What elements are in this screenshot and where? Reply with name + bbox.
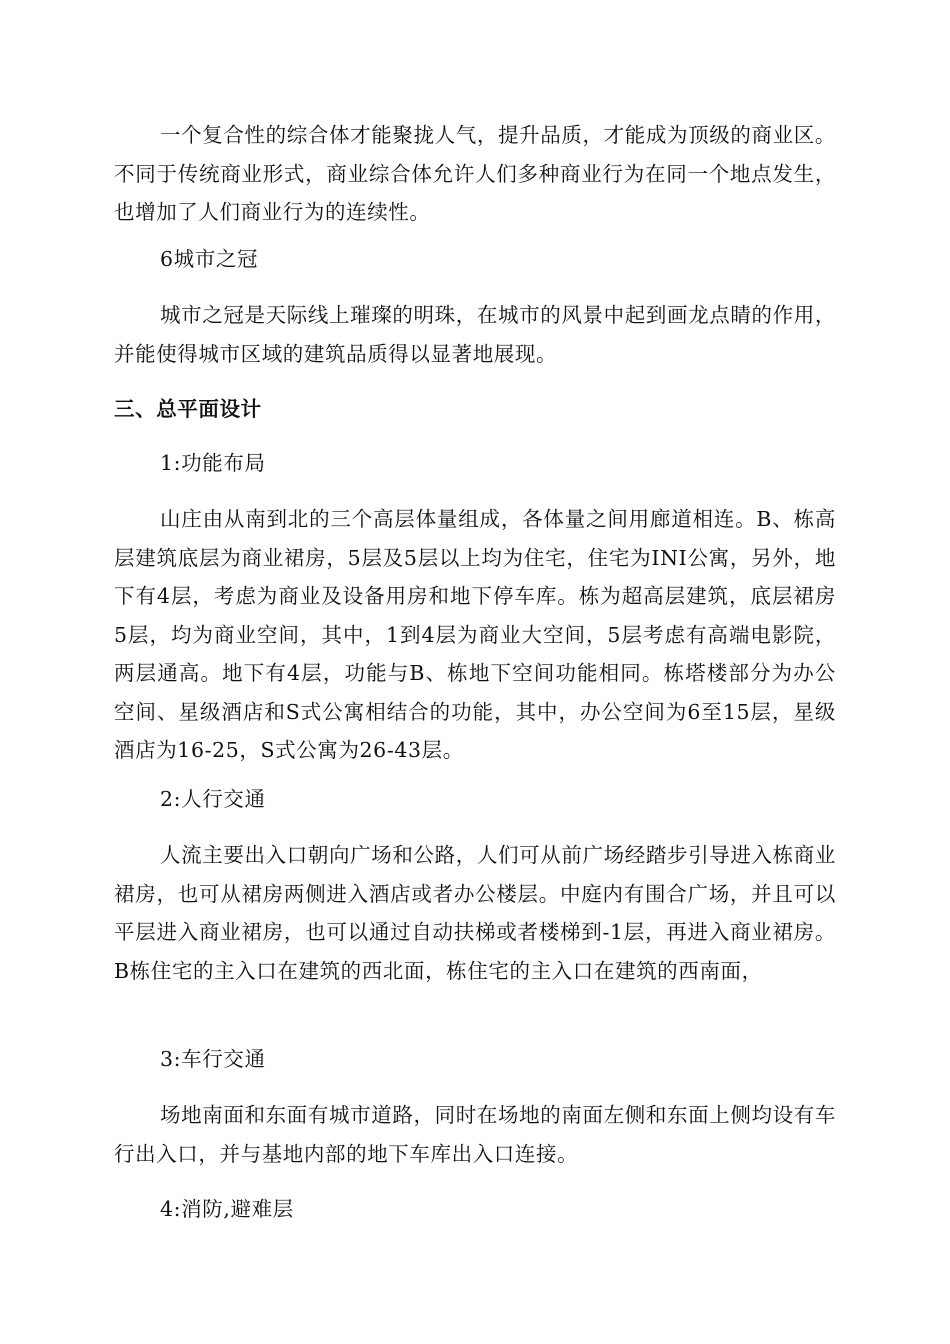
subheading-pedestrian-traffic: 2:人行交通 [160,787,266,811]
section-heading-site-plan: 三、总平面设计 [114,397,262,421]
subheading-fire-refuge-floor: 4:消防,避难层 [160,1197,294,1221]
paragraph-city-crown: 城市之冠是天际线上璀璨的明珠，在城市的风景中起到画龙点睛的作用，并能使得城市区域的建筑品质得以显著地展现。 [114,303,836,366]
subheading-city-crown: 6城市之冠 [160,247,259,271]
subheading-vehicle-traffic: 3:车行交通 [160,1047,266,1071]
paragraph-commercial-complex: 一个复合性的综合体才能聚拢人气，提升品质，才能成为顶级的商业区。不同于传统商业形式，商业综合体允许人们多种商业行为在同一个地点发生，也增加了人们商业行为的连续性。 [114,123,836,224]
paragraph-vehicle-traffic: 场地南面和东面有城市道路，同时在场地的南面左侧和东面上侧均设有车行出入口，并与基地内部的地下车库出入口连接。 [114,1103,836,1166]
subheading-function-layout: 1:功能布局 [160,451,266,475]
paragraph-pedestrian-traffic: 人流主要出入口朝向广场和公路，人们可从前广场经踏步引导进入栋商业裙房，也可从裙房两侧进入酒店或者办公楼层。中庭内有围合广场，并且可以平层进入商业裙房，也可以通过自动扶梯或者楼梯到-1层，再进入商业裙房。B栋住宅的主入口在建筑的西北面，栋住宅的主入口在建筑的西南面， [114,843,836,983]
paragraph-function-layout: 山庄由从南到北的三个高层体量组成，各体量之间用廊道相连。B、栋高层建筑底层为商业裙房，5层及5层以上均为住宅，住宅为INI公寓，另外，地下有4层，考虑为商业及设备用房和地下停车库。栋为超高层建筑，底层裙房5层，均为商业空间，其中，1到4层为商业大空间，5层考虑有高端电影院，两层通高。地下有4层，功能与B、栋地下空间功能相同。栋塔楼部分为办公空间、星级酒店和S式公寓相结合的功能，其中，办公空间为6至15层，星级酒店为16-25，S式公寓为26-43层。 [114,507,836,762]
